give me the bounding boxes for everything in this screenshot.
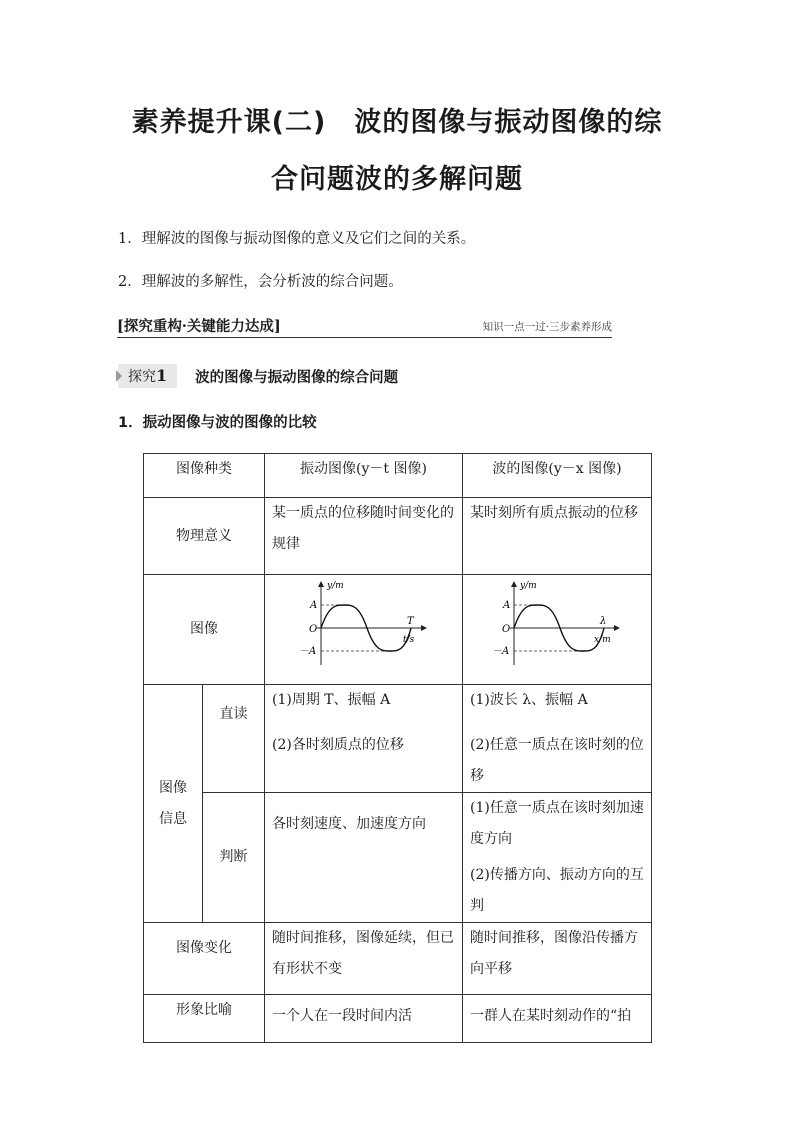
direct-vibration <box>265 685 463 793</box>
label-graph: 图像 <box>144 575 265 685</box>
header-type: 图像种类 <box>144 454 265 498</box>
title-line-2: 合问题波的多解问题 <box>271 164 523 195</box>
vibration-graph <box>299 579 429 669</box>
vib-amp-pos: A <box>309 599 317 611</box>
direct-wave <box>463 685 652 793</box>
comparison-table <box>143 453 652 1043</box>
cell-vibration-graph <box>265 575 463 685</box>
explore-title: 波的图像与振动图像的综合问题 <box>195 369 399 386</box>
header-wave: 波的图像(y－x 图像) <box>463 454 652 498</box>
row-info-judge <box>144 793 652 923</box>
row-graph <box>144 575 652 685</box>
meaning-vibration: 某一质点的位移随时间变化的规律 <box>265 498 463 575</box>
objective-1: 1．理解波的图像与振动图像的意义及它们之间的关系。 <box>118 231 476 247</box>
label-judge: 判断 <box>203 793 265 923</box>
title-line-1: 素养提升课(二) 波的图像与振动图像的综 <box>131 107 663 138</box>
wave-graph <box>492 579 622 669</box>
objective-2: 2．理解波的多解性，会分析波的综合问题。 <box>118 274 403 290</box>
judge-wave <box>463 793 652 923</box>
metaphor-wave: 一群人在某时刻动作的“拍 <box>463 995 652 1043</box>
vib-period-mark: T <box>406 615 414 627</box>
wave-amp-pos: A <box>503 599 511 611</box>
subheading: 1．振动图像与波的图像的比较 <box>118 415 317 431</box>
cell-wave-graph <box>463 575 652 685</box>
direct-vibration-b: (2)各时刻质点的位移 <box>272 737 404 753</box>
meaning-wave: 某时刻所有质点振动的位移 <box>463 498 652 575</box>
direct-wave-a: (1)波长 λ、振幅 A <box>470 692 588 708</box>
direct-vibration-a: (1)周期 T、振幅 A <box>272 692 391 708</box>
metaphor-vibration: 一个人在一段时间内活 <box>265 995 463 1043</box>
vib-y-label: y/m <box>326 580 344 591</box>
row-info-direct <box>144 685 652 793</box>
wave-origin: O <box>502 623 511 635</box>
wave-y-label: y/m <box>520 580 537 591</box>
row-meaning <box>144 498 652 575</box>
explore-label: 探究 <box>128 369 156 385</box>
judge-wave-b: (2)传播方向、振动方向的互判 <box>470 867 644 914</box>
label-info <box>144 685 203 923</box>
judge-wave-a: (1)任意一质点在该时刻加速度方向 <box>470 800 644 847</box>
row-metaphor <box>144 995 652 1043</box>
header-vibration: 振动图像(y－t 图像) <box>265 454 463 498</box>
label-change: 图像变化 <box>144 923 265 995</box>
label-metaphor: 形象比喻 <box>144 995 265 1043</box>
direct-wave-b: (2)任意一质点在该时刻的位移 <box>470 737 644 784</box>
explore-tag <box>118 364 177 388</box>
change-vibration: 随时间推移，图像延续，但已有形状不变 <box>265 923 463 995</box>
label-info-text: 图像信息 <box>159 779 187 827</box>
vib-x-label: t/s <box>402 634 414 645</box>
vib-amp-neg: －A <box>298 645 316 657</box>
label-meaning: 物理意义 <box>144 498 265 575</box>
section-title: [探究重构·关键能力达成] <box>117 318 281 335</box>
row-change <box>144 923 652 995</box>
explore-heading <box>118 364 398 388</box>
wave-x-label: x/m <box>594 634 611 645</box>
section-motto: 知识一点一过·三步素养形成 <box>482 321 612 333</box>
wave-period-mark: λ <box>600 615 607 627</box>
table-header-row <box>144 454 652 498</box>
change-wave: 随时间推移，图像沿传播方向平移 <box>463 923 652 995</box>
explore-number: 1 <box>156 366 168 385</box>
section-header <box>117 315 612 338</box>
wave-amp-neg: －A <box>492 645 510 657</box>
label-direct: 直读 <box>203 685 265 793</box>
judge-vibration: 各时刻速度、加速度方向 <box>265 793 463 923</box>
vib-origin: O <box>308 623 317 635</box>
